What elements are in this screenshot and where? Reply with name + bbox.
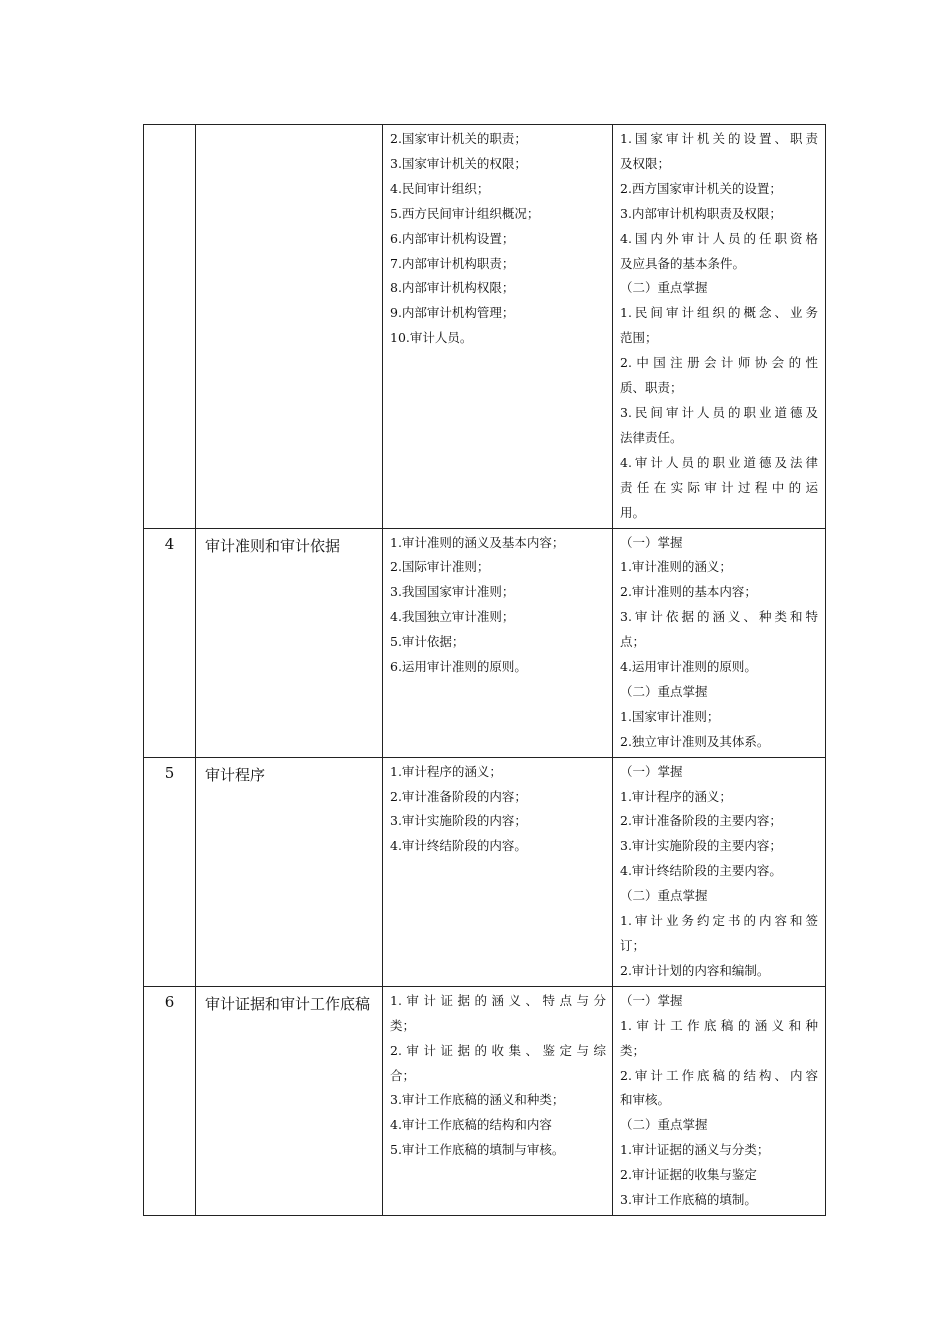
requirement-line: 2.审计证据的收集与鉴定: [620, 1167, 757, 1183]
requirement-line: 1.审计准则的涵义；: [620, 559, 732, 575]
requirements-cell: [613, 986, 826, 1215]
requirement-line: 1.国家审计机关的设置、职责: [620, 131, 818, 146]
table-row: [144, 986, 826, 1215]
content-line: 3.审计工作底稿的涵义和种类；: [390, 1092, 565, 1108]
requirement-line: 3.审计依据的涵义、种类和特: [620, 609, 818, 625]
chapter-title: 审计准则和审计依据: [196, 528, 383, 757]
content-line: 2.国家审计机关的职责；: [390, 131, 527, 146]
content-line: 2.审计准备阶段的内容；: [390, 788, 527, 804]
content-line: 6.运用审计准则的原则。: [390, 659, 527, 675]
requirement-line: 范围；: [620, 330, 658, 346]
requirement-line: 2.审计计划的内容和编制。: [620, 962, 770, 978]
requirement-line: 1.审计证据的涵义与分类；: [620, 1142, 770, 1158]
requirement-line: 及权限；: [620, 155, 671, 171]
content-line: 7.内部审计机构职责；: [390, 255, 515, 271]
content-line: 3.审计实施阶段的内容；: [390, 813, 527, 829]
requirement-line: 点；: [620, 634, 646, 650]
requirement-line: （一）掌握: [620, 534, 683, 550]
content-line: 1.审计证据的涵义、特点与分: [390, 992, 606, 1008]
requirement-line: （一）掌握: [620, 763, 683, 779]
content-line: 类；: [390, 1017, 416, 1033]
requirement-line: 用。: [620, 504, 646, 520]
table-row: [144, 757, 826, 986]
requirement-line: （一）掌握: [620, 992, 683, 1008]
content-line: 4.民间审计组织；: [390, 180, 490, 196]
requirement-line: 1.审计程序的涵义；: [620, 788, 732, 804]
content-line: 5.审计依据；: [390, 634, 465, 650]
chapter-title: 审计程序: [196, 757, 383, 986]
content-cell: [383, 528, 613, 757]
content-line: 5.西方民间审计组织概况；: [390, 205, 540, 221]
content-cell: [383, 125, 613, 529]
content-line: 4.审计工作底稿的结构和内容: [390, 1117, 552, 1133]
requirement-line: 2.审计准备阶段的主要内容；: [620, 813, 782, 829]
content-line: 1.审计程序的涵义；: [390, 763, 502, 779]
requirement-line: 类；: [620, 1042, 646, 1058]
requirements-cell: [613, 125, 826, 529]
requirement-line: （二）重点掌握: [620, 280, 708, 296]
content-line: 8.内部审计机构权限；: [390, 280, 515, 296]
requirement-line: 及应具备的基本条件。: [620, 255, 746, 271]
requirement-line: 3.审计实施阶段的主要内容；: [620, 838, 782, 854]
content-line: 1.审计准则的涵义及基本内容；: [390, 534, 565, 550]
chapter-title: [196, 125, 383, 529]
requirement-line: 2.审计准则的基本内容；: [620, 584, 757, 600]
requirement-line: （二）重点掌握: [620, 888, 708, 904]
requirement-line: 1.审计工作底稿的涵义和种: [620, 1017, 818, 1033]
content-cell: [383, 986, 613, 1215]
requirement-line: 3.内部审计机构职责及权限；: [620, 205, 782, 221]
requirement-line: 责任在实际审计过程中的运: [620, 479, 818, 495]
requirement-line: 4.运用审计准则的原则。: [620, 659, 757, 675]
content-line: 2.审计证据的收集、鉴定与综: [390, 1042, 606, 1058]
requirement-line: 3.审计工作底稿的填制。: [620, 1192, 757, 1208]
requirement-line: 1.国家审计准则；: [620, 708, 720, 724]
content-line: 4.我国独立审计准则；: [390, 609, 515, 625]
syllabus-table: [143, 124, 826, 1216]
requirement-line: 4.审计人员的职业道德及法律: [620, 454, 818, 470]
table-row: [144, 125, 826, 529]
requirements-cell: [613, 528, 826, 757]
requirement-line: 4.审计终结阶段的主要内容。: [620, 863, 782, 879]
content-line: 3.我国国家审计准则；: [390, 584, 515, 600]
requirement-line: 和审核。: [620, 1092, 671, 1108]
content-line: 合；: [390, 1067, 416, 1083]
requirements-cell: [613, 757, 826, 986]
row-number: [144, 125, 196, 529]
requirement-line: 1.民间审计组织的概念、业务: [620, 305, 818, 321]
requirement-line: 1.审计业务约定书的内容和签: [620, 913, 818, 929]
content-cell: [383, 757, 613, 986]
row-number: 4: [144, 528, 196, 757]
requirement-line: 订；: [620, 938, 646, 953]
requirement-line: （二）重点掌握: [620, 683, 708, 699]
requirement-line: 2.审计工作底稿的结构、内容: [620, 1067, 818, 1083]
content-line: 10.审计人员。: [390, 330, 473, 346]
row-number: 6: [144, 986, 196, 1215]
requirement-line: 2.独立审计准则及其体系。: [620, 733, 770, 749]
requirement-line: （二）重点掌握: [620, 1117, 708, 1133]
requirement-line: 法律责任。: [620, 429, 683, 445]
content-line: 5.审计工作底稿的填制与审核。: [390, 1142, 565, 1158]
content-line: 6.内部审计机构设置；: [390, 230, 515, 246]
requirement-line: 4.国内外审计人员的任职资格: [620, 230, 818, 246]
requirement-line: 3.民间审计人员的职业道德及: [620, 404, 818, 420]
row-number: 5: [144, 757, 196, 986]
requirement-line: 2.西方国家审计机关的设置；: [620, 180, 782, 196]
chapter-title: 审计证据和审计工作底稿: [196, 986, 383, 1215]
table-row: [144, 528, 826, 757]
requirement-line: 2.中国注册会计师协会的性: [620, 355, 818, 371]
content-line: 3.国家审计机关的权限；: [390, 155, 527, 171]
content-line: 9.内部审计机构管理；: [390, 305, 515, 321]
content-line: 2.国际审计准则；: [390, 559, 490, 575]
requirement-line: 质、职责；: [620, 380, 683, 396]
content-line: 4.审计终结阶段的内容。: [390, 838, 527, 854]
